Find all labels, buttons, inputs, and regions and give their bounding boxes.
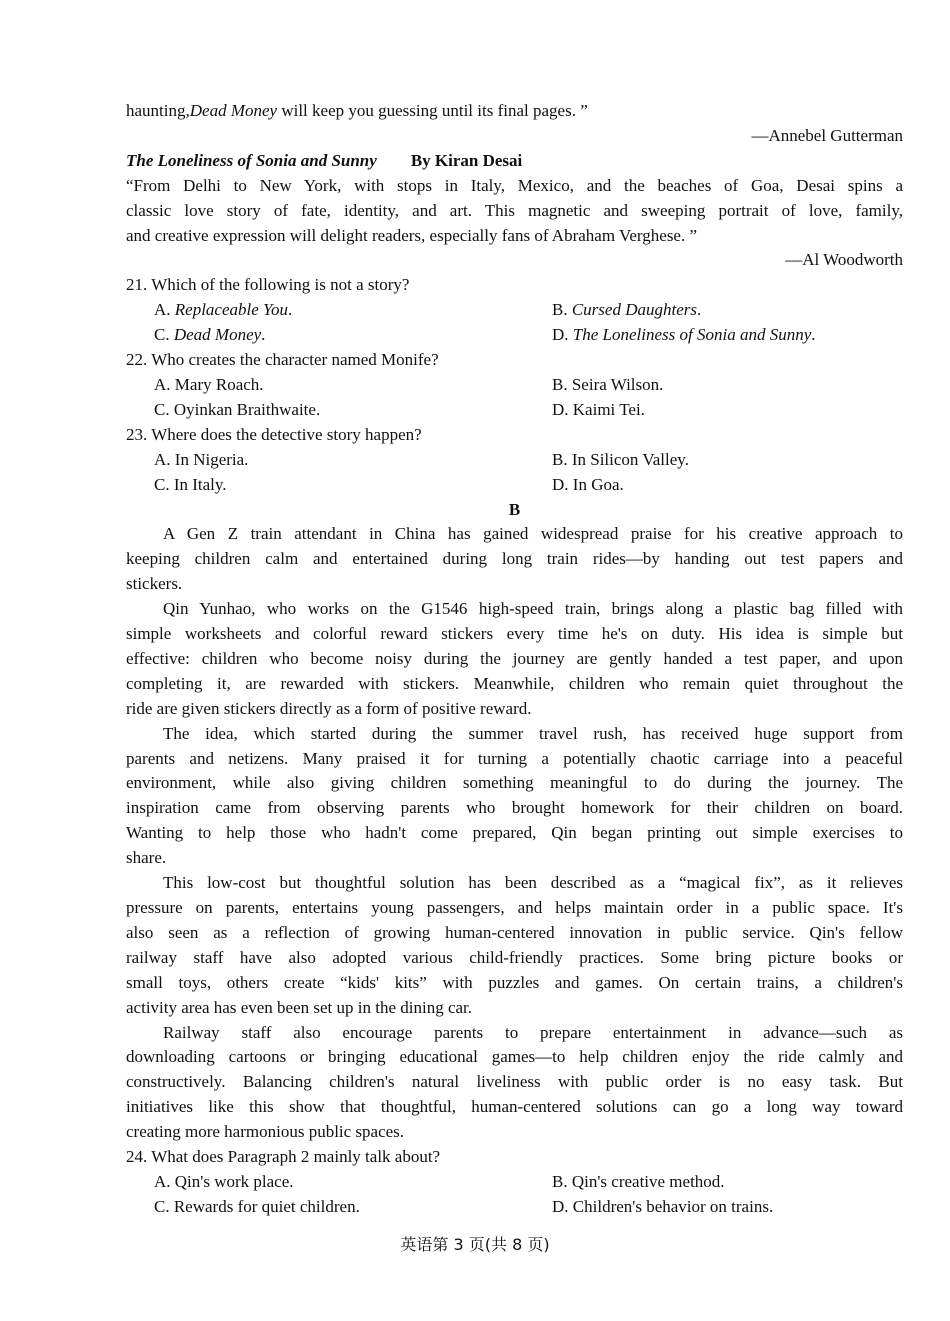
book-review-text [126,174,903,249]
answer-option [552,1170,931,1195]
passage-line: keeping children calm and entertained during long train rides—by handing out test papers and [126,549,903,569]
answer-option [154,448,552,473]
passage-line: This low-cost but thoughtful solution has been described as a “magical fix”, as it relieves [163,873,903,893]
answer-option [552,398,931,423]
option-letter: A. [154,449,175,469]
book-heading [126,149,903,174]
answer-option [154,398,552,423]
option-text: Qin's work place. [174,1171,294,1191]
answer-option [154,1170,552,1195]
option-letter: D. [552,325,573,345]
passage-line: inspiration came from observing parents who brought homework for their children on board. [126,798,903,818]
exam-page-content [126,99,903,1220]
answer-option [552,473,931,498]
passage-paragraph [126,1021,903,1146]
passage-line: completing it, are rewarded with stickers. Meanwhile, children who remain quiet throughout the [126,673,903,693]
passage-line: creating more harmonious public spaces. [126,1122,405,1142]
option-letter: C. [154,325,174,345]
passage-line: initiatives like this show that thoughtful, human-centered solutions can go a long way toward [126,1097,903,1117]
option-letter: B. [552,1171,572,1191]
review-attribution: —Annebel Gutterman [751,125,903,145]
answer-options [126,373,903,423]
passage-line: activity area has even been set up in the dining car. [126,997,473,1017]
option-end: . [261,325,266,345]
option-letter: D. [552,474,573,494]
question-group-a [126,273,903,497]
passage-line: constructively. Balancing children's natural liveliness with public order is no easy task. But [126,1072,903,1092]
passage-line: effective: children who become noisy during the journey are gently handed a test paper, and upon [126,648,903,668]
option-text: Seira Wilson. [571,374,664,394]
book-title-dead-money: Dead Money [189,101,278,120]
option-end: . [811,325,816,345]
option-letter: A. [154,1171,175,1191]
option-letter: A. [154,374,175,394]
option-text: Replaceable You [174,300,288,320]
passage-line: parents and netizens. Many praised it for turning a potentially chaotic carriage into a peaceful [126,748,903,768]
answer-option [154,1195,552,1220]
answer-option [552,298,931,323]
passage-line: railway staff have also adopted various child-friendly practices. Some bring picture books or [126,947,903,967]
review-excerpt-end: haunting,Dead Money will keep you guessing until its final pages. ” [126,101,588,120]
answer-option [552,373,931,398]
page-footer: 英语第 3 页(共 8 页) [400,1235,550,1254]
answer-option [154,323,552,348]
passage-line: Railway staff also encourage parents to prepare entertainment in advance—such as [163,1022,903,1042]
passage-paragraph [126,722,903,871]
answer-option [552,448,931,473]
option-text: Kaimi Tei. [572,399,645,419]
option-letter: C. [154,399,174,419]
review-text-line: classic love story of fate, identity, and art. This magnetic and sweeping portrait of love, family, [126,200,903,220]
option-text: The Loneliness of Sonia and Sunny [572,325,812,345]
option-letter: D. [552,1196,573,1216]
option-text: In Goa. [572,474,624,494]
question-group-b [126,1145,903,1220]
option-end: . [287,300,293,320]
passage-line: The idea, which started during the summer travel rush, has received huge support from [163,723,903,743]
passage-line: also seen as a reflection of growing human-centered innovation in public service. Qin's fellow [126,922,903,942]
review-attribution: —Al Woodworth [785,250,903,270]
option-text: Children's behavior on trains. [572,1196,774,1216]
option-text: Rewards for quiet children. [173,1196,360,1216]
section-heading: B [508,499,521,519]
question-stem: 23. Where does the detective story happen? [126,424,422,444]
option-letter: B. [552,449,572,469]
book-title: The Loneliness of Sonia and Sunny [126,150,377,170]
passage-line: downloading cartoons or bringing educational games—to help children enjoy the ride calmly and [126,1047,903,1067]
passage-paragraph [126,597,903,722]
passage-line: stickers. [126,574,183,594]
option-letter: B. [552,374,572,394]
answer-option [154,373,552,398]
option-text: Qin's creative method. [571,1171,725,1191]
answer-options [126,298,903,348]
passage-line: small toys, others create “kids' kits” with puzzles and games. On certain trains, a children's [126,972,903,992]
passage-line: Qin Yunhao, who works on the G1546 high-speed train, brings along a plastic bag filled with [163,599,903,619]
answer-options [126,1170,903,1220]
answer-option [552,323,931,348]
review-text-line: “From Delhi to New York, with stops in Italy, Mexico, and the beaches of Goa, Desai spins a [126,175,903,195]
review-text-line: and creative expression will delight readers, especially fans of Abraham Verghese. ” [126,225,698,245]
option-text: In Silicon Valley. [571,449,689,469]
option-letter: B. [552,300,572,320]
answer-option [154,473,552,498]
passage-line: simple worksheets and colorful reward stickers every time he's on duty. His idea is simple but [126,624,903,644]
passage-line: share. [126,848,167,868]
passage-paragraph [126,522,903,597]
question-stem: 24. What does Paragraph 2 mainly talk about? [126,1147,441,1167]
question-stem: 22. Who creates the character named Monife? [126,350,439,370]
passage-line: A Gen Z train attendant in China has gained widespread praise for his creative approach to [163,524,903,544]
passage-line: Wanting to help those who hadn't come prepared, Qin began printing out simple exercises to [126,823,903,843]
option-letter: C. [154,474,174,494]
passage-paragraph [126,871,903,1020]
option-end: . [697,300,702,320]
option-letter: D. [552,399,573,419]
option-text: Mary Roach. [174,374,264,394]
question-stem: 21. Which of the following is not a story? [126,275,410,295]
option-text: Dead Money [173,325,262,345]
option-text: In Nigeria. [174,449,249,469]
answer-option [552,1195,931,1220]
option-text: Oyinkan Braithwaite. [173,399,321,419]
option-text: In Italy. [173,474,227,494]
passage-line: ride are given stickers directly as a form of positive reward. [126,698,532,718]
book-author: By Kiran Desai [410,150,523,170]
passage-line: pressure on parents, entertains young passengers, and helps maintain order in a public space. It's [126,898,903,917]
option-letter: A. [154,300,175,320]
passage-line: environment, while also giving children something meaningful to do during the journey. The [126,773,903,793]
passage-b [126,522,903,1145]
option-letter: C. [154,1196,174,1216]
option-text: Cursed Daughters [571,300,697,320]
answer-options [126,448,903,498]
answer-option [154,298,552,323]
